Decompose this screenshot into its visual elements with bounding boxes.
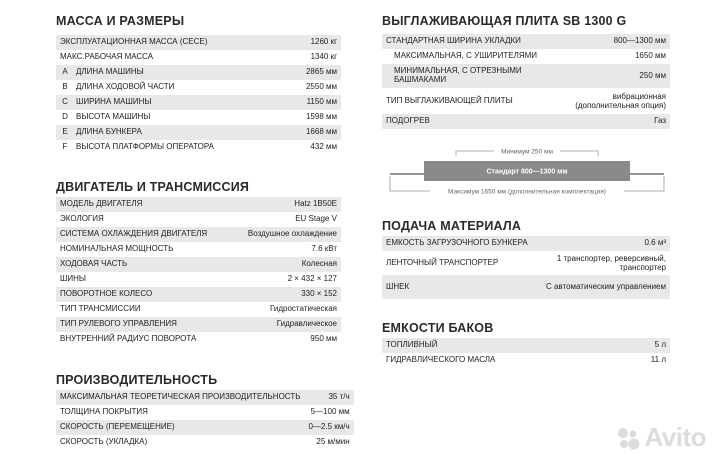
row-value: 5—100 мм [310, 407, 350, 417]
table-row [56, 420, 354, 435]
table-row [56, 272, 341, 287]
min-label: Минимум 250 мм [501, 148, 553, 156]
row-value: Колесная [231, 257, 341, 272]
feed-table [382, 236, 670, 299]
table-row [56, 435, 354, 450]
table-row [382, 34, 670, 49]
table-row [56, 125, 341, 140]
row-letter: B [62, 82, 68, 92]
engine-table [56, 197, 341, 347]
row-label: ТИП ТРАНСМИССИИ [60, 304, 141, 314]
table-row [382, 353, 670, 368]
row-label: НОМИНАЛЬНАЯ МОЩНОСТЬ [60, 244, 174, 254]
max-label: Максимум 1650 мм (дополнительная комплектация) [448, 188, 606, 196]
table-row [382, 88, 670, 114]
row-letter: E [56, 125, 72, 140]
row-value: 0—2.5 км/ч [304, 420, 353, 435]
feed-heading: ПОДАЧА МАТЕРИАЛА [382, 219, 522, 233]
screed-width-diagram [384, 148, 670, 200]
row-label: МАКСИМАЛЬНАЯ ТЕОРЕТИЧЕСКАЯ ПРОИЗВОДИТЕЛЬНОСТЬ [56, 390, 304, 405]
row-value: вибрационная (дополнительная опция) [575, 91, 666, 110]
table-row [56, 80, 341, 95]
row-label: ДЛИНА ХОДОВОЙ ЧАСТИ [76, 82, 175, 92]
table-row [56, 65, 341, 80]
row-label: ДЛИНА БУНКЕРА [72, 125, 284, 140]
table-row [56, 212, 341, 227]
row-letter: F [62, 142, 68, 152]
row-value: 250 мм [566, 64, 670, 88]
row-label: МАКС.РАБОЧАЯ МАССА [60, 52, 154, 62]
row-letter: A [56, 65, 72, 80]
engine-heading: ДВИГАТЕЛЬ И ТРАНСМИССИЯ [56, 180, 250, 194]
table-row [56, 95, 341, 110]
row-label: ГИДРАВЛИЧЕСКОГО МАСЛА [386, 355, 496, 365]
mass-table [56, 35, 341, 155]
table-row [56, 390, 354, 405]
table-row [56, 110, 341, 125]
row-label: ХОДОВАЯ ЧАСТЬ [56, 257, 231, 272]
table-row [56, 242, 341, 257]
row-value: 1650 мм [634, 51, 666, 61]
row-label: ПОДОГРЕВ [382, 114, 566, 129]
row-value: Hatz 1B50E [231, 197, 341, 212]
table-row [382, 338, 670, 353]
row-label: ПОВОРОТНОЕ КОЛЕСО [56, 287, 231, 302]
tanks-heading: ЕМКОСТИ БАКОВ [382, 321, 494, 335]
tanks-table [382, 338, 670, 368]
table-row [382, 49, 670, 64]
row-label: ЭКСПЛУАТАЦИОННАЯ МАССА (CECE) [56, 35, 284, 50]
row-label: ВНУТРЕННИЙ РАДИУС ПОВОРОТА [60, 334, 197, 344]
row-value: 2550 мм [305, 82, 337, 92]
row-value: EU Stage V [295, 214, 337, 224]
row-value: 432 мм [310, 142, 337, 152]
row-label: СКОРОСТЬ (ПЕРЕМЕЩЕНИЕ) [56, 420, 304, 435]
row-label: ВЫСОТА МАШИНЫ [76, 112, 151, 122]
table-row [56, 227, 341, 242]
row-label: СТАНДАРТНАЯ ШИРИНА УКЛАДКИ [382, 34, 566, 49]
table-row [56, 140, 341, 155]
avito-logo-icon [615, 425, 641, 451]
row-value: 2865 мм [284, 65, 341, 80]
row-value: 800—1300 мм [566, 34, 670, 49]
row-label: ТИП ВЫГЛАЖИВАЮЩЕЙ ПЛИТЫ [386, 95, 513, 105]
row-value: 330 × 152 [231, 287, 341, 302]
avito-watermark [615, 422, 706, 453]
row-value: 950 мм [310, 334, 337, 344]
row-label: ШНЕК [382, 275, 540, 299]
row-value: 11 л [650, 355, 666, 365]
table-row [382, 236, 670, 251]
std-label: Стандарт 800—1300 мм [486, 168, 568, 176]
row-value: 1598 мм [305, 112, 337, 122]
performance-table [56, 390, 354, 450]
screed-heading: ВЫГЛАЖИВАЮЩАЯ ПЛИТА SB 1300 G [382, 14, 627, 28]
row-value: 1150 мм [284, 95, 341, 110]
row-value: С автоматическим управлением [540, 275, 670, 299]
table-row [382, 114, 670, 129]
row-label: СКОРОСТЬ (УКЛАДКА) [60, 437, 148, 447]
row-label: ЭКОЛОГИЯ [60, 214, 104, 224]
row-label: ШИРИНА МАШИНЫ [72, 95, 284, 110]
table-row [56, 50, 341, 65]
row-letter: D [62, 112, 68, 122]
row-value: 1 транспортер, реверсивный, транспортер [556, 253, 666, 272]
table-row [56, 302, 341, 317]
row-value: 2 × 432 × 127 [287, 274, 337, 284]
row-value: 25 м/мин [316, 437, 350, 447]
row-label: ЛЕНТОЧНЫЙ ТРАНСПОРТЕР [386, 257, 499, 267]
row-label: ЕМКОСТЬ ЗАГРУЗОЧНОГО БУНКЕРА [382, 236, 540, 251]
row-label: МИНИМАЛЬНАЯ, С ОТРЕЗНЫМИ БАШМАКАМИ [382, 64, 566, 88]
performance-heading: ПРОИЗВОДИТЕЛЬНОСТЬ [56, 373, 218, 387]
table-row [56, 197, 341, 212]
row-value: 7.6 кВт [311, 244, 337, 254]
row-value: Газ [566, 114, 670, 129]
row-value: 1340 кг [310, 52, 337, 62]
row-label: СИСТЕМА ОХЛАЖДЕНИЯ ДВИГАТЕЛЯ [56, 227, 231, 242]
row-label: ТОПЛИВНЫЙ [382, 338, 622, 353]
row-letter: C [56, 95, 72, 110]
table-row [382, 64, 670, 88]
row-value: Гидравлическое [231, 317, 341, 332]
table-row [56, 35, 341, 50]
row-value: 0.6 м³ [540, 236, 670, 251]
table-row [56, 405, 354, 420]
row-value: 1668 мм [284, 125, 341, 140]
table-row [56, 332, 341, 347]
row-label: ТИП РУЛЕВОГО УПРАВЛЕНИЯ [56, 317, 231, 332]
table-row [382, 275, 670, 299]
row-label: ШИНЫ [60, 274, 86, 284]
row-value: 1260 кг [284, 35, 341, 50]
row-label: ТОЛЩИНА ПОКРЫТИЯ [60, 407, 148, 417]
table-row [56, 317, 341, 332]
table-row [382, 251, 670, 275]
row-label: ДЛИНА МАШИНЫ [72, 65, 284, 80]
screed-table [382, 34, 670, 129]
row-value: Воздушное охлаждение [231, 227, 341, 242]
row-label: ВЫСОТА ПЛАТФОРМЫ ОПЕРАТОРА [76, 142, 214, 152]
mass-heading: МАССА И РАЗМЕРЫ [56, 14, 185, 28]
row-label: МОДЕЛЬ ДВИГАТЕЛЯ [56, 197, 231, 212]
table-row [56, 257, 341, 272]
row-value: 5 л [622, 338, 670, 353]
row-value: 35 т/ч [304, 390, 353, 405]
table-row [56, 287, 341, 302]
watermark-text: Avito [644, 422, 706, 452]
row-label: МАКСИМАЛЬНАЯ, С УШИРИТЕЛЯМИ [394, 51, 538, 61]
row-value: Гидростатическая [270, 304, 337, 314]
